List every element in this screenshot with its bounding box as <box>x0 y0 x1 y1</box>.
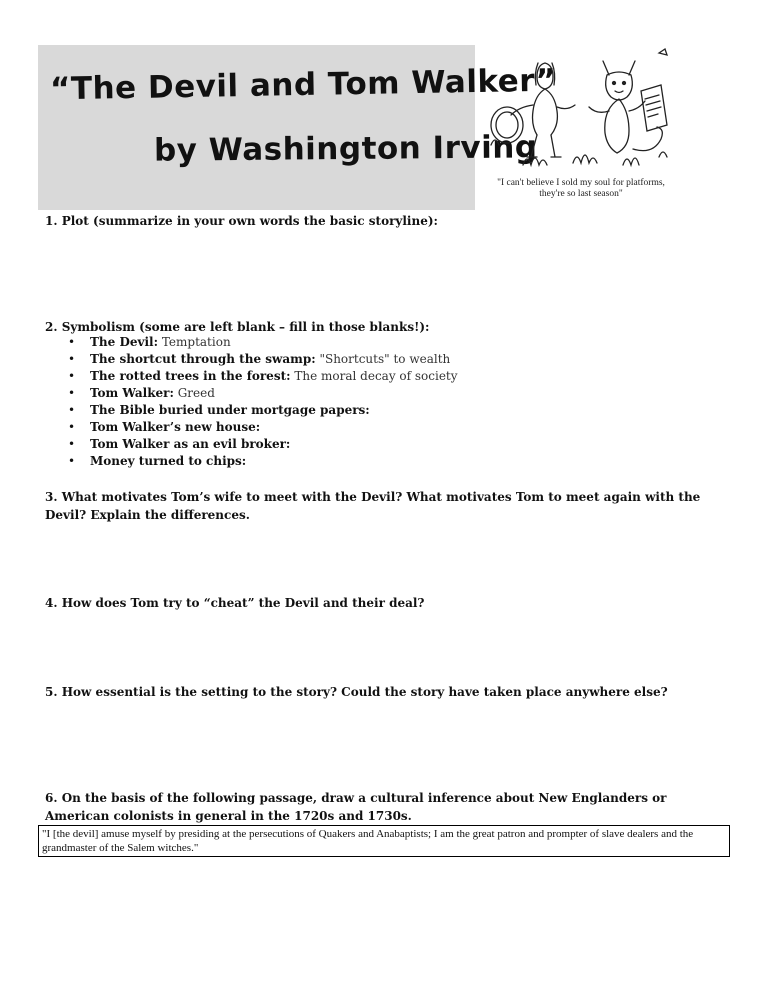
worksheet-title: “The Devil and Tom Walker” <box>49 62 557 108</box>
symbol-term: Tom Walker as an evil broker: <box>90 437 291 451</box>
title-banner <box>38 45 557 210</box>
cartoon-caption: "I can't believe I sold my soul for platforms, they're so last season" <box>497 178 665 199</box>
bullet-icon: • <box>68 454 76 468</box>
question-4: 4. How does Tom try to “cheat” the Devil and their deal? <box>45 596 425 610</box>
bullet-icon: • <box>68 420 76 434</box>
worksheet-author: by Washington Irving <box>153 129 538 169</box>
symbol-term: Tom Walker: <box>90 386 174 400</box>
bullet-icon: • <box>68 386 76 400</box>
devil-cartoon-drawing <box>483 45 676 180</box>
bullet-icon: • <box>68 403 76 417</box>
question-1: 1. Plot (summarize in your own words the basic storyline): <box>45 214 438 228</box>
symbol-term: The rotted trees in the forest: <box>90 369 291 383</box>
symbol-answer: "Shortcuts" to wealth <box>315 352 451 366</box>
question-2: 2. Symbolism (some are left blank – fill in those blanks!): <box>45 320 430 334</box>
bullet-icon: • <box>68 352 76 366</box>
symbol-term: Tom Walker’s new house: <box>90 420 261 434</box>
symbol-answer: Temptation <box>158 335 231 349</box>
question-5: 5. How essential is the setting to the story? Could the story have taken place anywhere else? <box>45 685 668 699</box>
bullet-icon: • <box>68 369 76 383</box>
symbol-term: The Bible buried under mortgage papers: <box>90 403 370 417</box>
symbol-answer: Greed <box>173 386 215 400</box>
symbol-term: Money turned to chips: <box>90 454 247 468</box>
question-3: 3. What motivates Tom’s wife to meet with the Devil? What motivates Tom to meet again with the Devil? Explain the differences. <box>45 490 701 522</box>
bullet-icon: • <box>68 335 76 349</box>
devil-cartoon <box>483 45 676 205</box>
symbol-term: The shortcut through the swamp: <box>90 352 316 366</box>
question-6: 6. On the basis of the following passage, draw a cultural inference about New Englanders or American colonists in general in the 1720s and 1730s. <box>45 791 667 823</box>
quoted-passage: "I [the devil] amuse myself by presiding at the persecutions of Quakers and Anabaptists; I am the great patron and prompter of slave dealers and the grandmaster of the Salem witches." <box>38 825 730 857</box>
bullet-icon: • <box>68 437 76 451</box>
symbol-term: The Devil: <box>90 335 159 349</box>
symbol-answer: The moral decay of society <box>290 369 458 383</box>
